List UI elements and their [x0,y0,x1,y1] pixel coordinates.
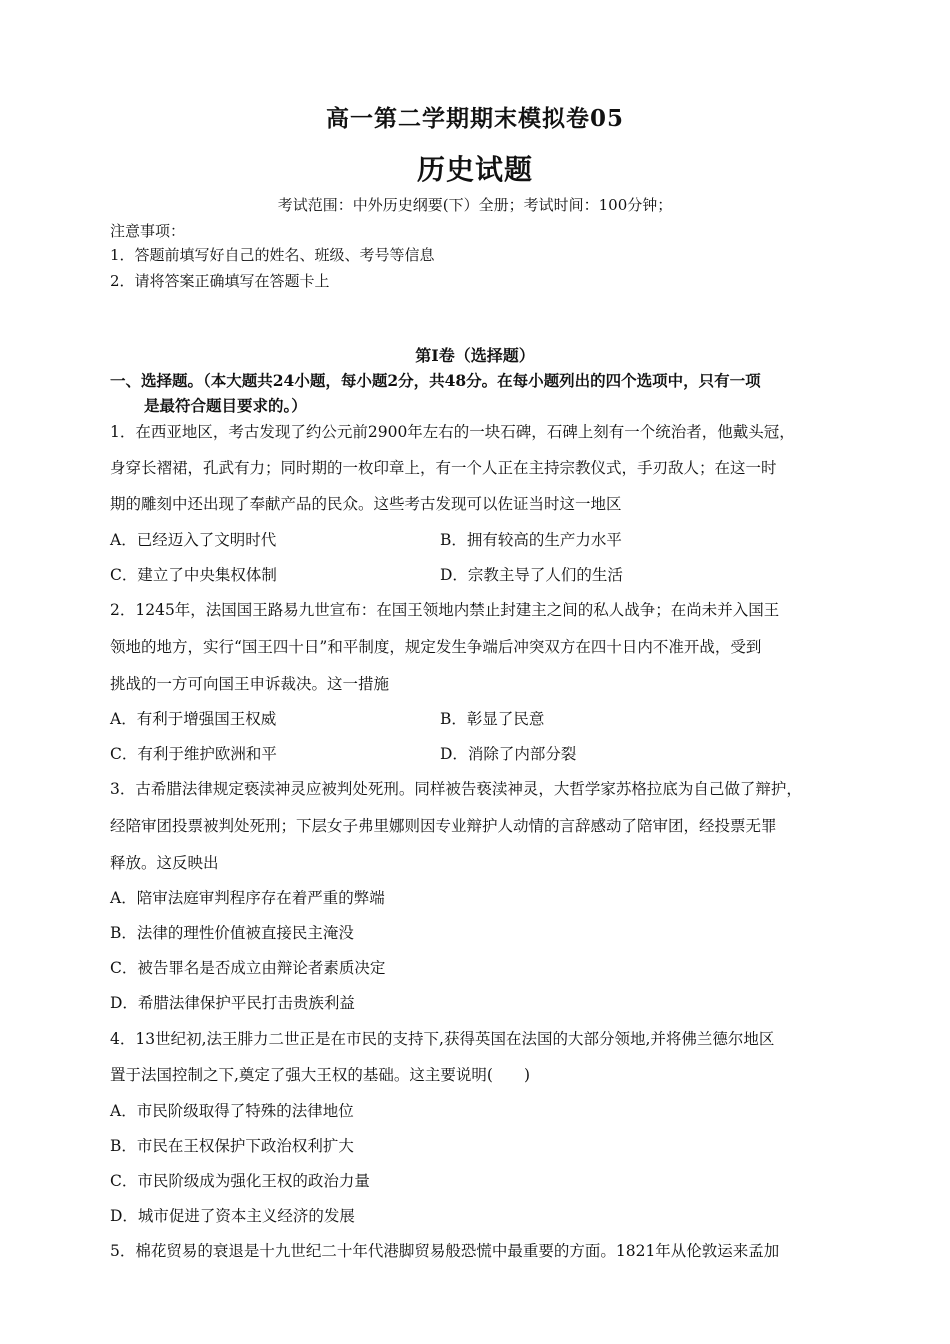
question-1-option-a: A．已经迈入了文明时代 [110,531,277,549]
question-4-option-c: C．市民阶级成为强化王权的政治力量 [110,1172,370,1190]
question-2-option-a: A．有利于增强国王权威 [110,710,277,728]
question-2-option-c: C．有利于维护欧洲和平 [110,745,277,763]
question-2-text: 领地的地方，实行“国王四十日”和平制度，规定发生争端后冲突双方在四十日内不准开战，受到 [110,638,762,656]
notice-item: 2．请将答案正确填写在答题卡上 [110,272,330,290]
question-1-option-c: C．建立了中央集权体制 [110,566,277,584]
question-2-option-d: D．消除了内部分裂 [440,745,577,763]
section-instruction: 是最符合题目要求的。） [144,396,307,415]
notice-item: 1．答题前填写好自己的姓名、班级、考号等信息 [110,246,435,264]
section-title: 第I卷（选择题） [415,346,535,365]
question-4-option-b: B．市民在王权保护下政治权利扩大 [110,1137,354,1155]
question-3-option-c: C．被告罪名是否成立由辩论者素质决定 [110,959,386,977]
question-5-text: 5．棉花贸易的衰退是十九世纪二十年代港脚贸易般恐慌中最重要的方面。1821年从伦敦运来孟加 [110,1242,780,1260]
subject-title: 历史试题 [416,153,533,186]
question-1-text: 身穿长褶裙，孔武有力；同时期的一枚印章上，有一个人正在主持宗教仪式，手刃敌人；在这一时 [110,459,777,477]
question-1-option-d: D．宗教主导了人们的生活 [440,566,623,584]
question-2-text: 2．1245年，法国国王路易九世宣布：在国王领地内禁止封建主之间的私人战争；在尚未并入国王 [110,601,780,619]
section-instruction: 一、选择题。（本大题共24小题，每小题2分，共48分。在每小题列出的四个选项中，只有一项 [110,371,761,390]
question-3-text: 3．古希腊法律规定亵渎神灵应被判处死刑。同样被告亵渎神灵，大哲学家苏格拉底为自己做了辩护， [110,780,802,798]
question-1-option-b: B．拥有较高的生产力水平 [440,531,622,549]
question-1-text: 期的雕刻中还出现了奉献产品的民众。这些考古发现可以佐证当时这一地区 [110,495,622,513]
exam-scope: 考试范围：中外历史纲要(下）全册；考试时间：100分钟； [277,196,673,214]
question-3-option-d: D．希腊法律保护平民打击贵族利益 [110,994,355,1012]
notice-heading: 注意事项： [110,222,186,240]
question-3-text: 释放。这反映出 [110,854,219,872]
question-1-text: 1．在西亚地区，考古发现了约公元前2900年左右的一块石碑，石碑上刻有一个统治者，他戴头冠， [110,423,795,441]
exam-title: 高一第二学期期末模拟卷05 [325,105,624,132]
question-4-option-a: A．市民阶级取得了特殊的法律地位 [110,1102,354,1120]
question-4-option-d: D．城市促进了资本主义经济的发展 [110,1207,355,1225]
question-4-text: 置于法国控制之下,奠定了强大王权的基础。这主要说明( ) [110,1066,531,1084]
question-3-option-b: B．法律的理性价值被直接民主淹没 [110,924,354,942]
question-3-option-a: A．陪审法庭审判程序存在着严重的弊端 [110,889,385,907]
question-2-option-b: B．彰显了民意 [440,710,545,728]
question-4-text: 4．13世纪初,法王腓力二世正是在市民的支持下,获得英国在法国的大部分领地,并将佛兰德尔地区 [110,1030,775,1048]
question-2-text: 挑战的一方可向国王申诉裁决。这一措施 [110,675,390,693]
question-3-text: 经陪审团投票被判处死刑；下层女子弗里娜则因专业辩护人动情的言辞感动了陪审团，经投票无罪 [110,817,777,835]
